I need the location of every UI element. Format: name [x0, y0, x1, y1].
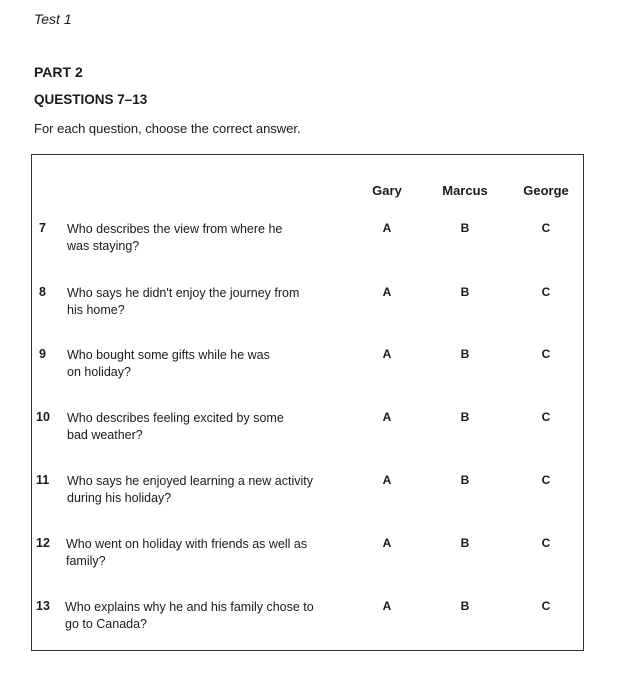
column-header-marcus: Marcus [442, 183, 488, 198]
question-text-line: Who describes the view from where he [67, 222, 283, 236]
question-text-line: Who says he didn't enjoy the journey from [67, 286, 300, 300]
question-number: 11 [36, 473, 50, 487]
question-number: 12 [36, 536, 50, 550]
question-row [0, 473, 621, 513]
column-header-gary: Gary [372, 183, 402, 198]
question-text-line: on holiday? [67, 365, 131, 379]
instruction-text: For each question, choose the correct answer. [34, 121, 301, 136]
question-text [65, 599, 340, 633]
questions-title: QUESTIONS 7–13 [34, 92, 148, 107]
question-number: 10 [36, 410, 50, 424]
option-a[interactable]: A [382, 473, 392, 487]
option-a[interactable]: A [382, 536, 392, 550]
question-row [0, 347, 621, 387]
column-header-george: George [523, 183, 569, 198]
question-text-line: go to Canada? [65, 617, 148, 631]
question-text-line: his home? [67, 303, 125, 317]
question-text-line: was staying? [67, 239, 140, 253]
question-text-line: Who says he enjoyed learning a new activity [67, 474, 313, 488]
question-text [67, 473, 335, 507]
question-text-line: Who went on holiday with friends as well as [66, 537, 308, 551]
option-b[interactable]: B [460, 536, 470, 550]
option-c[interactable]: C [541, 473, 551, 487]
question-number: 8 [39, 285, 46, 299]
question-text [67, 221, 335, 255]
question-row [0, 285, 621, 325]
question-text-line: Who explains why he and his family chose to [65, 600, 314, 614]
option-b[interactable]: B [460, 347, 470, 361]
question-number: 13 [36, 599, 50, 613]
question-row [0, 221, 621, 261]
option-a[interactable]: A [382, 347, 392, 361]
question-text [67, 285, 335, 319]
option-b[interactable]: B [460, 410, 470, 424]
option-c[interactable]: C [541, 410, 551, 424]
option-b[interactable]: B [460, 285, 470, 299]
question-text [67, 347, 335, 381]
question-text-line: bad weather? [67, 428, 143, 442]
part-title: PART 2 [34, 64, 83, 80]
option-a[interactable]: A [382, 285, 392, 299]
question-text-line: during his holiday? [67, 491, 172, 505]
option-c[interactable]: C [541, 347, 551, 361]
option-b[interactable]: B [460, 221, 470, 235]
test-label: Test 1 [34, 11, 72, 27]
question-number: 9 [39, 347, 46, 361]
option-b[interactable]: B [460, 599, 470, 613]
question-text [67, 410, 335, 444]
question-text-line: family? [66, 554, 106, 568]
option-a[interactable]: A [382, 410, 392, 424]
option-a[interactable]: A [382, 599, 392, 613]
question-row [0, 599, 621, 639]
option-c[interactable]: C [541, 536, 551, 550]
question-number: 7 [39, 221, 46, 235]
option-c[interactable]: C [541, 221, 551, 235]
question-row [0, 410, 621, 450]
option-a[interactable]: A [382, 221, 392, 235]
option-c[interactable]: C [541, 599, 551, 613]
option-b[interactable]: B [460, 473, 470, 487]
option-c[interactable]: C [541, 285, 551, 299]
question-text-line: Who bought some gifts while he was [67, 348, 270, 362]
question-text-line: Who describes feeling excited by some [67, 411, 284, 425]
question-text [66, 536, 334, 570]
question-row [0, 536, 621, 576]
